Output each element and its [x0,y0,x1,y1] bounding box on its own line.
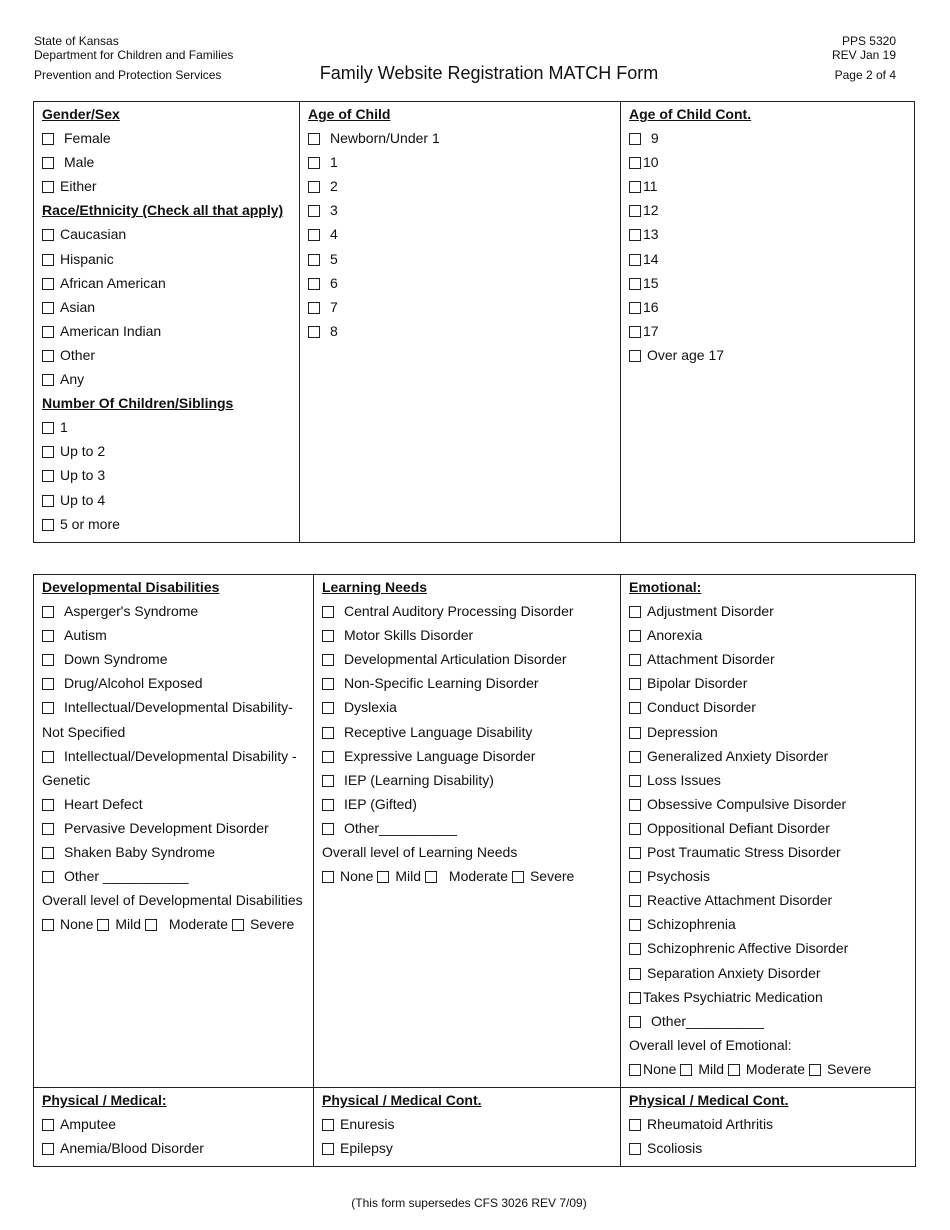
learning-level-options: None Mild Moderate Severe [322,864,620,888]
checkbox[interactable] [322,727,334,739]
emotional-option[interactable]: Bipolar Disorder [629,671,915,695]
checkbox[interactable] [42,374,54,386]
checkbox[interactable] [322,799,334,811]
checkbox[interactable] [629,1119,641,1131]
checkbox[interactable] [629,205,641,217]
race-option[interactable]: African American [42,271,299,295]
developmental-option[interactable]: Autism [42,623,313,647]
checkbox[interactable] [308,326,320,338]
developmental-option[interactable]: Heart Defect [42,792,313,816]
checkbox[interactable] [629,968,641,980]
level-severe-checkbox[interactable] [809,1064,821,1076]
level-moderate-checkbox[interactable] [728,1064,740,1076]
siblings-option[interactable]: 1 [42,415,299,439]
learning-option[interactable]: IEP (Learning Disability) [322,768,620,792]
level-mild-checkbox[interactable] [97,919,109,931]
emotional-option[interactable]: Depression [629,720,915,744]
checkbox[interactable] [629,654,641,666]
physical-cont2-heading: Physical / Medical Cont. [629,1091,789,1108]
checkbox[interactable] [42,422,54,434]
checkbox[interactable] [42,751,54,763]
checkbox[interactable] [629,871,641,883]
checkbox[interactable] [42,278,54,290]
age-option[interactable]: 8 [308,319,620,343]
learning-heading: Learning Needs [322,579,428,595]
developmental-option[interactable]: Down Syndrome [42,647,313,671]
developmental-level-label: Overall level of Developmental Disabilities [42,892,303,909]
checkbox[interactable] [629,727,641,739]
checkbox[interactable] [322,1143,334,1155]
race-heading: Race/Ethnicity (Check all that apply) [42,202,284,219]
checkbox[interactable] [629,302,641,314]
emotional-option[interactable]: Psychosis [629,864,915,888]
checkbox[interactable] [322,630,334,642]
checkbox[interactable] [629,229,641,241]
checkbox[interactable] [322,606,334,618]
age-heading: Age of Child [308,106,391,122]
race-option[interactable]: Other [42,343,299,367]
race-option[interactable]: Any [42,367,299,391]
physical-option[interactable]: Scoliosis [629,1136,915,1160]
emotional-option[interactable]: Attachment Disorder [629,647,915,671]
checkbox[interactable] [629,157,641,169]
checkbox[interactable] [322,751,334,763]
siblings-option[interactable]: 5 or more [42,512,299,536]
siblings-heading: Number Of Children/Siblings [42,395,234,412]
age-option[interactable]: 4 [308,222,620,246]
physical-cont-column [314,1087,621,1166]
checkbox[interactable] [308,302,320,314]
form-title: Family Website Registration MATCH Form [319,63,659,83]
age-column [300,102,621,543]
needs-table [33,574,916,1167]
age-option[interactable]: 3 [308,198,620,222]
checkbox[interactable] [308,133,320,145]
age-option[interactable]: 16 [629,295,914,319]
emotional-option[interactable]: Adjustment Disorder [629,599,915,623]
checkbox[interactable] [629,992,641,1004]
physical-option[interactable]: Epilepsy [322,1136,620,1160]
emotional-heading: Emotional: [629,579,702,595]
checkbox[interactable] [42,678,54,690]
physical-option[interactable]: Enuresis [322,1112,620,1136]
emotional-option[interactable]: Oppositional Defiant Disorder [629,816,915,840]
checkbox[interactable] [629,181,641,193]
emotional-option[interactable]: Schizophrenia [629,912,915,936]
age-option[interactable]: Newborn/Under 1 [308,126,620,150]
learning-option[interactable]: Motor Skills Disorder [322,623,620,647]
age-option[interactable]: 15 [629,271,914,295]
age-option[interactable]: 6 [308,271,620,295]
age-option[interactable]: 2 [308,174,620,198]
developmental-option[interactable]: Asperger's Syndrome [42,599,313,623]
checkbox[interactable] [42,823,54,835]
checkbox[interactable] [42,229,54,241]
learning-option[interactable]: Receptive Language Disability [322,720,620,744]
emotional-other[interactable]: Other__________ [629,1009,915,1033]
emotional-option[interactable]: Post Traumatic Stress Disorder [629,840,915,864]
emotional-option[interactable]: Obsessive Compulsive Disorder [629,792,915,816]
checkbox[interactable] [322,775,334,787]
checkbox[interactable] [42,654,54,666]
form-revision: REV Jan 19 [831,48,896,62]
level-mild-checkbox[interactable] [377,871,389,883]
race-option[interactable]: Caucasian [42,222,299,246]
checkbox[interactable] [42,133,54,145]
checkbox[interactable] [629,1143,641,1155]
page-number: Page 2 of 4 [834,68,896,82]
checkbox[interactable] [629,1016,641,1028]
learning-option[interactable]: Central Auditory Processing Disorder [322,599,620,623]
checkbox[interactable] [322,823,334,835]
learning-option[interactable]: Dyslexia [322,695,620,719]
form-number: PPS 5320 [841,34,896,48]
checkbox[interactable] [42,254,54,266]
level-none-checkbox[interactable] [322,871,334,883]
race-option[interactable]: Hispanic [42,247,299,271]
emotional-column [621,575,916,1088]
gender-option[interactable]: Male [42,150,299,174]
department-name: Department for Children and Families [34,48,234,62]
checkbox[interactable] [629,775,641,787]
learning-option[interactable]: IEP (Gifted) [322,792,620,816]
gender-option[interactable]: Either [42,174,299,198]
gender-heading: Gender/Sex [42,106,120,122]
age-option[interactable]: 7 [308,295,620,319]
checkbox[interactable] [629,606,641,618]
gender-option[interactable]: Female [42,126,299,150]
developmental-option[interactable]: Drug/Alcohol Exposed [42,671,313,695]
physical-cont-heading: Physical / Medical Cont. [322,1091,482,1108]
checkbox[interactable] [42,519,54,531]
checkbox[interactable] [42,1143,54,1155]
age-option[interactable]: 13 [629,222,914,246]
learning-option[interactable]: Expressive Language Disorder [322,744,620,768]
emotional-option[interactable]: Schizophrenic Affective Disorder [629,936,915,960]
checkbox[interactable] [42,871,54,883]
developmental-other[interactable]: Other ___________ [42,864,313,888]
learning-option[interactable]: Non-Specific Learning Disorder [322,671,620,695]
checkbox[interactable] [322,702,334,714]
developmental-option[interactable]: Pervasive Development Disorder [42,816,313,840]
checkbox[interactable] [308,181,320,193]
form-id-block [832,34,896,82]
level-severe-checkbox[interactable] [232,919,244,931]
level-mild-checkbox[interactable] [680,1064,692,1076]
checkbox[interactable] [629,254,641,266]
checkbox[interactable] [629,326,641,338]
checkbox[interactable] [629,751,641,763]
learning-level-label: Overall level of Learning Needs [322,844,518,861]
age-option[interactable]: 1 [308,150,620,174]
age-cont-heading: Age of Child Cont. [629,106,752,122]
learning-option[interactable]: Developmental Articulation Disorder [322,647,620,671]
checkbox[interactable] [42,302,54,314]
physical-option[interactable]: Rheumatoid Arthritis [629,1112,915,1136]
checkbox[interactable] [308,278,320,290]
physical-heading: Physical / Medical: [42,1091,167,1108]
supersedes-note: (This form supersedes CFS 3026 REV 7/09) [351,1196,587,1210]
level-severe-checkbox[interactable] [512,871,524,883]
developmental-option[interactable]: Intellectual/Developmental Disability - [42,744,313,768]
level-moderate-checkbox[interactable] [425,871,437,883]
checkbox[interactable] [322,1119,334,1131]
age-option[interactable]: 12 [629,198,914,222]
age-option[interactable]: 14 [629,247,914,271]
developmental-option[interactable]: Intellectual/Developmental Disability- [42,695,313,719]
checkbox[interactable] [629,895,641,907]
age-option[interactable]: 5 [308,247,620,271]
checkbox[interactable] [629,678,641,690]
checkbox[interactable] [42,606,54,618]
checkbox[interactable] [42,326,54,338]
physical-column [34,1087,314,1166]
checkbox[interactable] [322,678,334,690]
emotional-option[interactable]: Separation Anxiety Disorder [629,961,915,985]
race-option[interactable]: American Indian [42,319,299,343]
emotional-option[interactable]: Generalized Anxiety Disorder [629,744,915,768]
demographics-table [33,101,915,543]
developmental-option-cont: Not Specified [42,723,126,740]
physical-option[interactable]: Amputee [42,1112,313,1136]
checkbox[interactable] [629,350,641,362]
checkbox[interactable] [42,847,54,859]
state-name: State of Kansas [34,34,119,48]
checkbox[interactable] [629,278,641,290]
checkbox[interactable] [308,157,320,169]
checkbox[interactable] [42,495,54,507]
developmental-column [34,575,314,1088]
checkbox[interactable] [42,470,54,482]
checkbox[interactable] [629,919,641,931]
emotional-option[interactable]: Anorexia [629,623,915,647]
learning-other[interactable]: Other__________ [322,816,620,840]
emotional-option[interactable]: Takes Psychiatric Medication [629,985,915,1009]
checkbox[interactable] [629,847,641,859]
developmental-option-cont: Genetic [42,771,91,788]
checkbox[interactable] [629,133,641,145]
learning-column [314,575,621,1088]
age-cont-column [621,102,915,543]
checkbox[interactable] [42,702,54,714]
emotional-option[interactable]: Reactive Attachment Disorder [629,888,915,912]
checkbox[interactable] [42,1119,54,1131]
emotional-level-label: Overall level of Emotional: [629,1036,792,1053]
checkbox[interactable] [42,157,54,169]
age-option[interactable]: 17 [629,319,914,343]
checkbox[interactable] [322,654,334,666]
siblings-option[interactable]: Up to 2 [42,439,299,463]
age-option[interactable]: 9 [629,126,914,150]
checkbox[interactable] [629,702,641,714]
checkbox[interactable] [308,229,320,241]
checkbox[interactable] [42,350,54,362]
checkbox[interactable] [42,630,54,642]
checkbox[interactable] [42,799,54,811]
checkbox[interactable] [42,181,54,193]
emotional-level-options: None Mild Moderate Severe [629,1057,915,1081]
developmental-level-options: None Mild Moderate Severe [42,912,313,936]
division-name: Prevention and Protection Services [34,68,222,82]
age-option[interactable]: 11 [629,174,914,198]
age-option[interactable]: 10 [629,150,914,174]
physical-cont2-column [621,1087,916,1166]
checkbox[interactable] [629,799,641,811]
emotional-option[interactable]: Loss Issues [629,768,915,792]
siblings-option[interactable]: Up to 3 [42,463,299,487]
level-none-checkbox[interactable] [629,1064,641,1076]
checkbox[interactable] [308,254,320,266]
physical-option[interactable]: Anemia/Blood Disorder [42,1136,313,1160]
emotional-option[interactable]: Conduct Disorder [629,695,915,719]
age-option[interactable]: Over age 17 [629,343,914,367]
gender-race-siblings-column [34,102,300,543]
developmental-option[interactable]: Shaken Baby Syndrome [42,840,313,864]
level-moderate-checkbox[interactable] [145,919,157,931]
siblings-option[interactable]: Up to 4 [42,488,299,512]
checkbox[interactable] [629,943,641,955]
checkbox[interactable] [629,823,641,835]
race-option[interactable]: Asian [42,295,299,319]
level-none-checkbox[interactable] [42,919,54,931]
checkbox[interactable] [629,630,641,642]
developmental-heading: Developmental Disabilities [42,579,220,595]
checkbox[interactable] [42,446,54,458]
checkbox[interactable] [308,205,320,217]
